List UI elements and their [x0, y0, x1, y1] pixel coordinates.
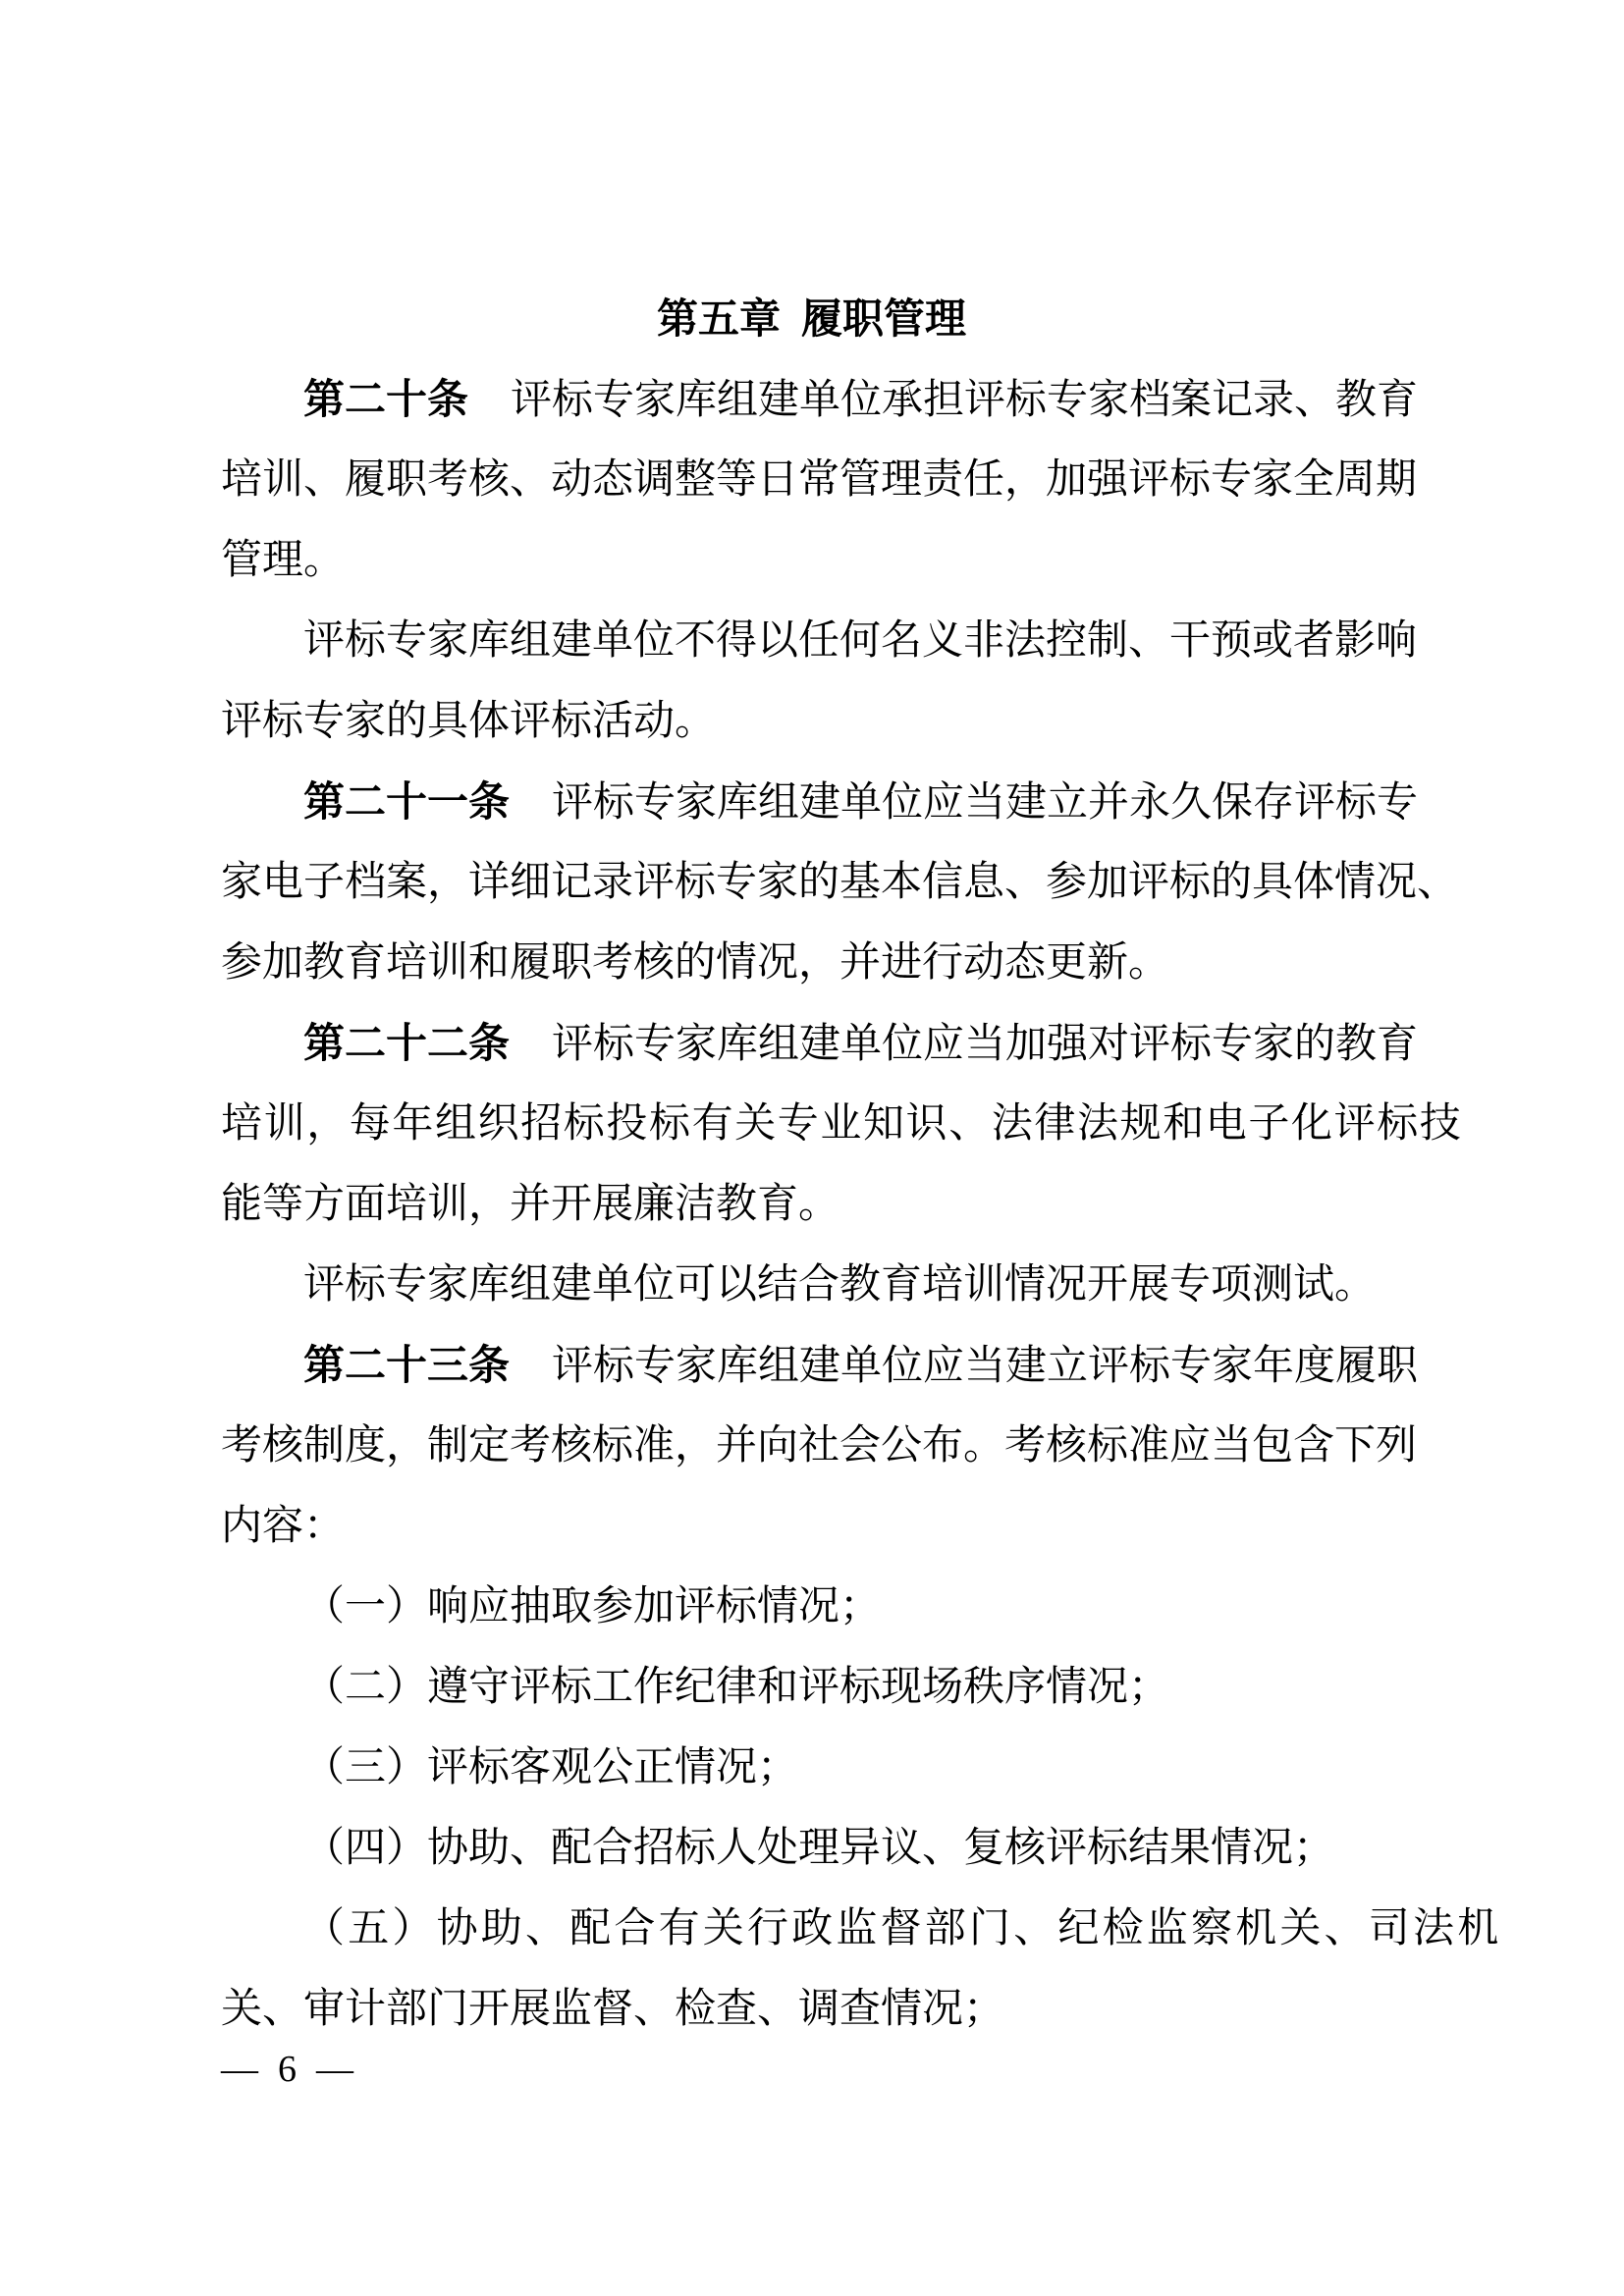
text-line-6-text: 评标专家库组建单位应当建立并永久保存评标专 [552, 780, 1419, 826]
page-number: 6 [278, 2049, 297, 2090]
article-22-heading: 第二十二条 [303, 1020, 511, 1066]
text-line-9 [221, 1003, 1418, 1084]
text-line-9-text: 评标专家库组建单位应当加强对评标专家的教育 [552, 1022, 1419, 1067]
text-line-13 [221, 1325, 1418, 1406]
text-line-7: 家电子档案，详细记录评标专家的基本信息、参加评标的具体情况、 [221, 860, 1459, 905]
chapter-number: 第五章 [656, 295, 781, 342]
page-footer [221, 2048, 353, 2091]
article-21-heading: 第二十一条 [303, 778, 511, 825]
text-line-3: 管理。 [221, 538, 346, 583]
text-line-14: 考核制度，制定考核标准，并向社会公布。考核标准应当包含下列 [221, 1423, 1418, 1468]
text-line-19: （四）协助、配合招标人处理异议、复核评标结果情况； [303, 1826, 1335, 1871]
text-line-8: 参加教育培训和履职考核的情况，并进行动态更新。 [221, 940, 1170, 986]
article-20-heading: 第二十条 [303, 376, 469, 422]
text-line-12: 评标专家库组建单位可以结合教育培训情况开展专项测试。 [303, 1262, 1377, 1308]
text-line-10: 培训，每年组织招标投标有关专业知识、法律法规和电子化评标技 [221, 1101, 1463, 1147]
chapter-title [213, 279, 1410, 359]
text-line-17: （二）遵守评标工作纪律和评标现场秩序情况； [303, 1665, 1170, 1710]
text-line-21: 关、审计部门开展监督、检查、调查情况； [221, 1987, 1005, 2032]
text-line-18: （三）评标客观公正情况； [303, 1745, 799, 1790]
text-line-2: 培训、履职考核、动态调整等日常管理责任，加强评标专家全周期 [221, 457, 1418, 503]
footer-dash-right: — [316, 2049, 353, 2090]
text-line-11: 能等方面培训，并开展廉洁教育。 [221, 1182, 840, 1227]
text-line-5: 评标专家的具体评标活动。 [221, 699, 717, 744]
chapter-name: 履职管理 [801, 295, 967, 342]
text-line-6 [221, 762, 1418, 842]
footer-dash-left: — [221, 2049, 258, 2090]
text-line-16: （一）响应抽取参加评标情况； [303, 1584, 882, 1629]
text-line-13-text: 评标专家库组建单位应当建立评标专家年度履职 [552, 1344, 1419, 1389]
text-line-20: （五）协助、配合有关行政监督部门、纪检监察机关、司法机 [303, 1906, 1502, 1951]
text-line-1-text: 评标专家库组建单位承担评标专家档案记录、教育 [511, 378, 1419, 423]
text-line-1 [221, 359, 1418, 440]
article-23-heading: 第二十三条 [303, 1342, 511, 1388]
text-line-4: 评标专家库组建单位不得以任何名义非法控制、干预或者影响 [303, 618, 1418, 664]
text-line-15: 内容： [221, 1504, 346, 1549]
document-content [221, 279, 1502, 2050]
